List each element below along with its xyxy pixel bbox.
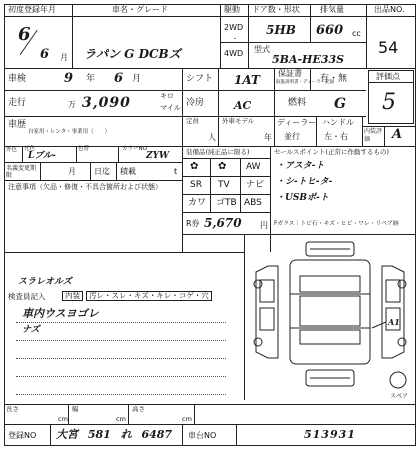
door-value: 5HB [266,23,296,37]
shift-label: シフト [186,74,214,84]
glass-note: Fガラス｜トビ石・キズ・ヒビ・ワレ・リペア跡 [274,221,399,227]
power-steering-icon: ✿ [190,161,199,172]
auction-sheet [4,4,416,446]
interior-label: 内装評価 [364,128,383,143]
recycle-unit: 円 [260,221,268,230]
height-unit: cm [182,415,192,423]
orig-color-label: 元色 [24,146,36,152]
sales-point-item: ・シ-トヒ-タ- [276,177,333,187]
model-label: 型式 [254,45,270,54]
history-label: 車歴 [8,120,27,130]
color-no-value: ZYW [146,151,170,161]
name-change-month: 月 [68,167,76,176]
capacity-unit: 人 [208,133,216,142]
first-reg-label: 初度登録年月 [8,5,56,14]
handle-value: 左・右 [324,132,348,141]
fuel-label: 燃料 [288,98,307,108]
drive-label: 駆動 [224,5,240,14]
length-unit: cm [58,415,68,423]
dealer-sub: 並行 [284,132,300,141]
lot-value: 54 [378,38,399,57]
mileage-value: 3,090 [82,95,131,111]
notes-label: 注意事項（欠品・修復・不具合箇所および状態） [8,183,162,191]
first-reg-year: 6 [18,24,31,45]
warranty-value: 有・無 [320,74,348,84]
car-name-value: ラパン G DCBズ [84,47,181,61]
name-change-label: 名義変更期限 [6,165,37,179]
lot-label: 出品NO. [374,5,405,14]
carry-label: 積載 [120,167,136,176]
drive-4wd: 4WD [224,49,244,58]
inspection-month-unit: 月 [132,74,142,84]
handle-label: ハンドル [322,118,354,127]
equip-sr: SR [190,180,202,190]
score-label: 評価点 [376,72,400,81]
spare-label: スペア [390,393,409,400]
car-name-label: 車名・グレード [112,5,168,14]
power-window-icon: ✿ [218,161,227,172]
ac-label: 冷房 [186,98,205,108]
first-reg-month: 6 [40,47,50,62]
equip-abs: ABS [244,198,262,208]
inspector-note: 車内ウスヨゴレ [22,307,99,320]
height-label: 高さ [132,405,145,413]
inspection-year: 9 [64,71,74,86]
color-change-label: 色替 [78,146,90,152]
ac-value: AC [234,99,252,112]
facelift-unit: 年 [264,133,272,142]
history-options: 自家用・レンタ・事業用（ ） [28,129,111,135]
mileage-prefix: 万 [68,100,76,109]
length-label: 長さ [6,405,19,413]
equip-tv: TV [218,180,230,190]
drive-2wd: 2WD [224,23,244,32]
chassis-label: 車台NO [188,431,217,440]
score-value: 5 [382,90,396,115]
capacity-label: 定員 [186,117,199,125]
equip-navi: ナビ [246,180,265,190]
sales-points-title: セールスポイント(正常に作動するもの) [274,148,389,156]
width-label: 幅 [72,405,79,413]
warranty-label: 保証書 [278,69,302,78]
recycle-value: 5,670 [204,216,242,230]
mileage-label: 走行 [8,98,27,108]
facelift-label: 外車モデル [222,117,255,125]
equipment-title: 装備品(純正品に限る) [186,148,250,156]
orig-color-value: Lブル- [28,151,56,161]
interior-value: A [392,127,403,142]
inspection-label: 車検 [8,74,27,84]
chassis-value: 513931 [304,428,356,441]
dealer-label: ディーラー [277,118,317,127]
name-change-day: 日迄 [94,167,110,176]
inspector-note: ナズ [22,325,40,335]
cc-unit: cc [352,29,361,38]
mileage-unit-mile: マイル [160,104,181,112]
width-unit: cm [116,415,126,423]
displacement-value: 660 [316,23,344,38]
inspection-month: 6 [114,71,124,86]
sales-point-item: ・USBポ-ト [276,193,329,203]
sales-point-item: ・アスタ-ト [276,161,325,171]
damage-mark: A1 [388,317,400,327]
inspection-year-unit: 年 [86,74,96,84]
displacement-label: 排気量 [320,5,344,14]
inspector-handwritten: スラレオルズ [18,277,72,287]
door-label: ドア数・形状 [252,5,300,14]
mileage-unit-km: キロ [160,92,174,100]
reg-value: 大宮 581 れ 6487 [56,428,173,441]
equip-leather: カワ [188,198,207,208]
outer-color-label: 外色 [6,147,18,153]
reg-label: 登録NO [8,431,37,440]
equip-aw: AW [246,162,261,172]
fuel-value: G [334,96,346,112]
shift-value: 1AT [234,73,260,87]
carry-unit: t [174,167,178,176]
first-reg-month-unit: 月 [60,53,68,62]
inspector-category: 内装 [62,291,83,301]
warranty-sub: 取扱説明書・ディーラー記録 [276,80,335,85]
inspector-label: 検査員記入 [8,292,46,301]
equip-airbag: ゴTB [216,198,237,208]
model-value: 5BA-HE33S [272,53,345,66]
recycle-label: R券 [186,219,200,228]
inspector-category: 汚レ・スレ・キズ・キレ・コゲ・穴 [86,291,212,301]
drive-dot: ・ [232,36,239,43]
color-no-label: カラーNO [122,146,147,152]
